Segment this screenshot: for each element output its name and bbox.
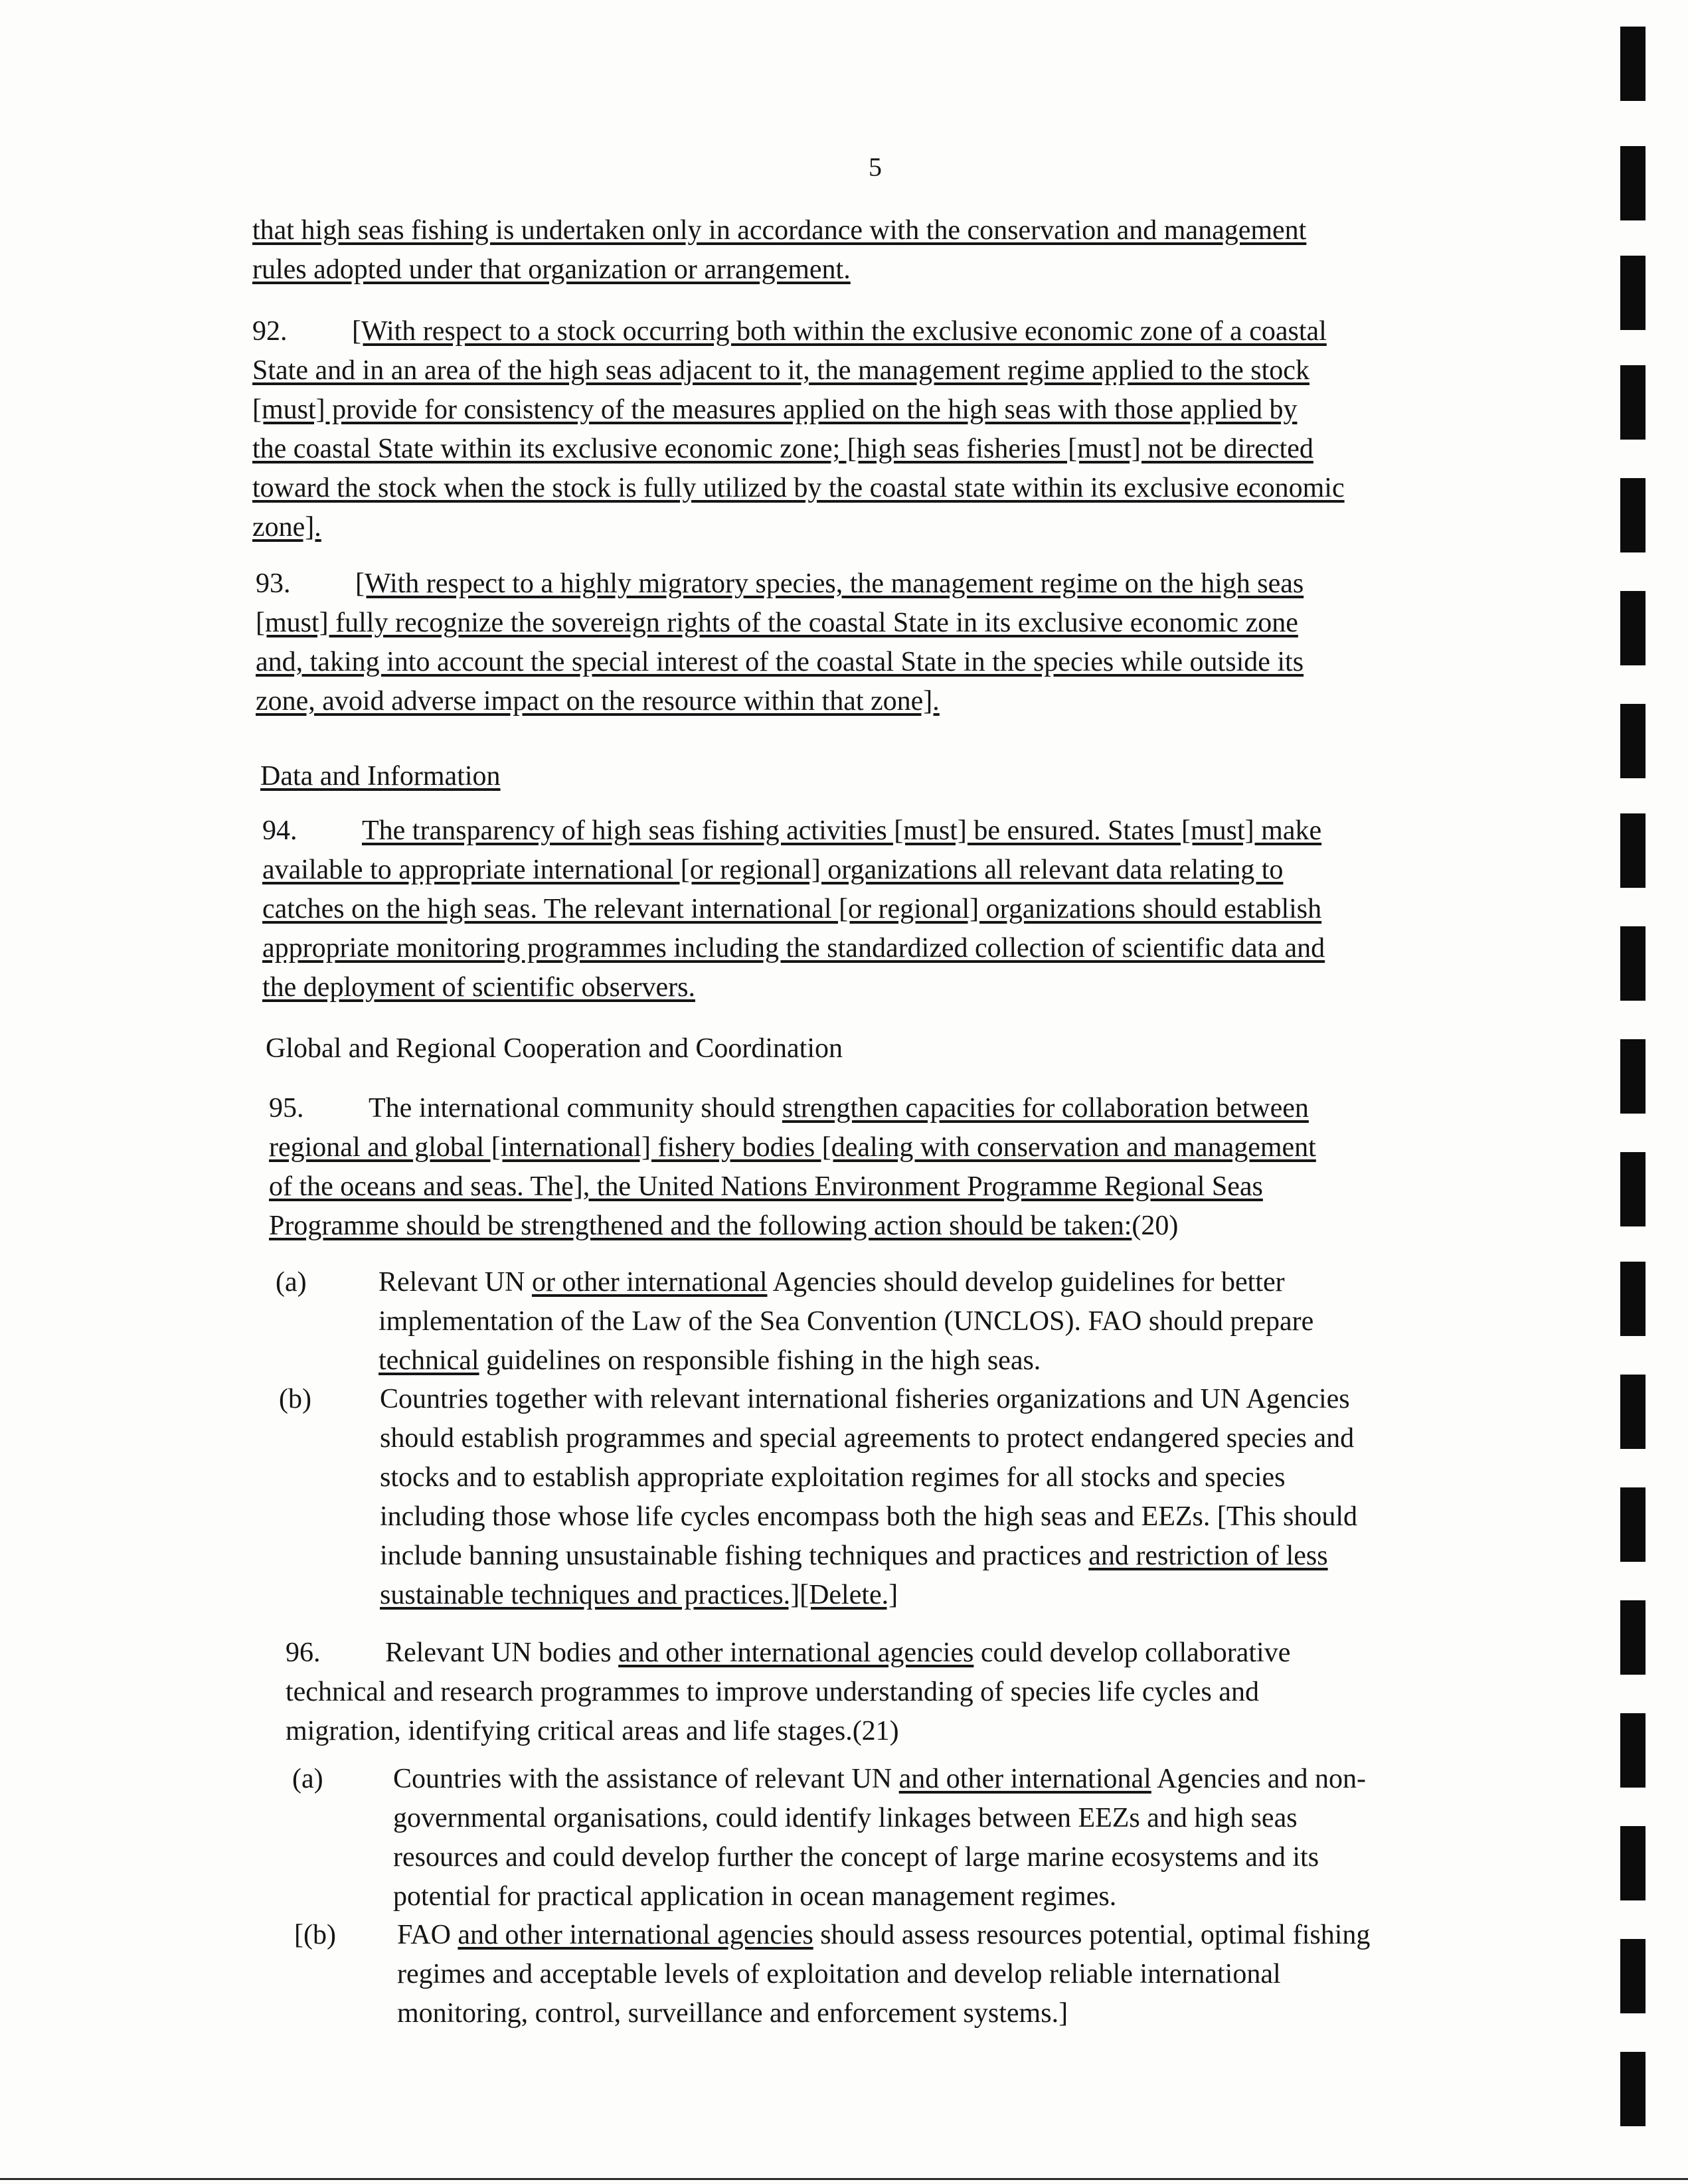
text-line: that high seas fishing is undertaken only in accordance with the conservation and management <box>252 215 1307 246</box>
text-line: technical and research programmes to improve understanding of species life cycles and <box>286 1677 1259 1707</box>
scan-edge-mark <box>1620 1487 1646 1562</box>
text-line: rules adopted under that organization or arrangement. <box>252 254 851 285</box>
scan-edge-mark <box>1620 591 1646 665</box>
text-line: appropriate monitoring programmes including the standardized collection of scientific data and <box>262 933 1325 964</box>
text-segment: and restriction of less <box>1088 1541 1328 1571</box>
scan-edge-mark <box>1620 704 1646 778</box>
text-line <box>380 1537 1534 1576</box>
text-line <box>269 1089 1527 1128</box>
scan-edge-mark <box>1620 1039 1646 1114</box>
text-segment: or other international <box>531 1267 768 1298</box>
text-line <box>262 811 1517 851</box>
section-heading-data-information: Data and Information <box>260 761 501 792</box>
text-line: should establish programmes and special agreements to protect endangered species and <box>380 1423 1355 1454</box>
scan-edge-mark <box>1620 1939 1646 2013</box>
list-text <box>397 1916 1549 2033</box>
paragraph-94 <box>262 811 1517 1007</box>
text-line: State and in an area of the high seas adjacent to it, the management regime applied to the stock <box>252 355 1309 386</box>
section-heading-global-cooperation: Global and Regional Cooperation and Coordination <box>266 1033 843 1064</box>
text-segment: Countries with the assistance of relevant UN <box>393 1764 899 1794</box>
paragraph-96 <box>286 1634 1541 1751</box>
text-line <box>269 1207 1527 1246</box>
paragraph-number: 96. <box>286 1638 321 1668</box>
list-item-95b <box>279 1380 1534 1619</box>
list-text <box>380 1380 1534 1615</box>
list-label: (a) <box>276 1267 307 1298</box>
text-segment: could develop collaborative <box>973 1638 1291 1668</box>
text-line <box>379 1263 1531 1302</box>
scan-edge-mark <box>1620 146 1646 220</box>
text-segment: and other international agencies <box>458 1920 813 1950</box>
text-line <box>379 1341 1531 1381</box>
text-line: implementation of the Law of the Sea Convention (UNCLOS). FAO should prepare <box>379 1306 1314 1337</box>
text-line: regional and global [international] fishery bodies [dealing with conservation and management <box>269 1132 1316 1163</box>
scan-edge-mark <box>1620 1375 1646 1449</box>
scan-edge-mark <box>1620 365 1646 440</box>
text-segment: [With respect to a highly migratory species, the management regime on the high seas <box>355 568 1304 599</box>
page-number: 5 <box>869 152 882 182</box>
text-segment: technical <box>379 1345 479 1376</box>
paragraph-number: 94. <box>262 815 297 846</box>
text-line: sustainable techniques and practices.][Delete.] <box>380 1580 898 1610</box>
text-line: the coastal State within its exclusive economic zone; [high seas fisheries [must] not be directed <box>252 434 1313 464</box>
text-line: governmental organisations, could identify linkages between EEZs and high seas <box>393 1803 1298 1833</box>
scan-edge-mark <box>1620 478 1646 552</box>
paragraph-93 <box>256 564 1511 721</box>
text-line: available to appropriate international [or regional] organizations all relevant data relating to <box>262 855 1284 885</box>
text-segment: Agencies and non- <box>1151 1764 1366 1794</box>
text-line: zone]. <box>252 512 321 543</box>
text-line: [must] provide for consistency of the measures applied on the high seas with those applied by <box>252 394 1298 425</box>
text-line: regimes and acceptable levels of exploitation and develop reliable international <box>397 1959 1281 1989</box>
text-line <box>256 564 1511 604</box>
text-segment: strengthen capacities for collaboration between <box>782 1093 1309 1124</box>
text-line: zone, avoid adverse impact on the resource within that zone]. <box>256 686 940 716</box>
text-segment: Programme should be strengthened and the following action should be taken: <box>269 1211 1132 1241</box>
text-segment: The transparency of high seas fishing activities [must] be ensured. States [must] make <box>362 815 1322 846</box>
scan-edge-mark <box>1620 1713 1646 1788</box>
text-line <box>286 1634 1541 1673</box>
text-line <box>397 1916 1549 1955</box>
text-segment: and other international agencies <box>618 1638 974 1668</box>
scan-edge-mark <box>1620 813 1646 888</box>
text-segment: Relevant UN bodies <box>385 1638 619 1668</box>
text-segment: and other international <box>898 1764 1151 1794</box>
scan-edge-mark <box>1620 1600 1646 1675</box>
paragraph-number: 95. <box>269 1093 304 1124</box>
intro-paragraph <box>252 211 1507 290</box>
text-line: potential for practical application in ocean management regimes. <box>393 1881 1117 1912</box>
paragraph-92 <box>252 312 1507 547</box>
text-line: [must] fully recognize the sovereign rights of the coastal State in its exclusive economic zone <box>256 608 1298 638</box>
text-segment: Agencies should develop guidelines for better <box>767 1267 1285 1298</box>
text-line <box>252 312 1507 351</box>
paragraph-number: 92. <box>252 316 288 347</box>
scan-edge-mark <box>1620 256 1646 330</box>
text-line <box>393 1760 1547 1799</box>
text-line: of the oceans and seas. The], the United Nations Environment Programme Regional Seas <box>269 1171 1263 1202</box>
list-item-96b <box>294 1916 1549 2035</box>
list-label: (b) <box>279 1384 311 1414</box>
paragraph-95 <box>269 1089 1527 1246</box>
text-segment: (20) <box>1132 1211 1179 1241</box>
text-line: monitoring, control, surveillance and enforcement systems.] <box>397 1998 1068 2029</box>
text-line: toward the stock when the stock is fully utilized by the coastal state within its exclusive economic <box>252 473 1345 503</box>
scan-edge-mark <box>1620 27 1646 101</box>
page-edge-line <box>0 2178 1688 2180</box>
text-line: the deployment of scientific observers. <box>262 972 695 1003</box>
text-line: and, taking into account the special interest of the coastal State in the species while outside its <box>256 647 1304 677</box>
scan-edge-mark <box>1620 1826 1646 1900</box>
scan-edge-mark <box>1620 926 1646 1001</box>
text-line: Countries together with relevant international fisheries organizations and UN Agencies <box>380 1384 1350 1414</box>
text-segment: The international community should <box>369 1093 782 1124</box>
text-line: catches on the high seas. The relevant international [or regional] organizations should establish <box>262 894 1322 924</box>
scan-edge-mark <box>1620 1152 1646 1226</box>
scan-edge-mark <box>1620 1262 1646 1336</box>
text-line: stocks and to establish appropriate exploitation regimes for all stocks and species <box>380 1462 1286 1493</box>
text-line: including those whose life cycles encompass both the high seas and EEZs. [This should <box>380 1501 1358 1532</box>
list-item-96a <box>292 1760 1547 1919</box>
list-text <box>379 1263 1531 1381</box>
scan-edge-mark <box>1620 2052 1646 2126</box>
text-segment: include banning unsustainable fishing techniques and practices <box>380 1541 1089 1571</box>
text-line: migration, identifying critical areas and life stages.(21) <box>286 1716 899 1746</box>
text-segment: guidelines on responsible fishing in the high seas. <box>479 1345 1041 1376</box>
paragraph-number: 93. <box>256 568 291 599</box>
text-segment: Relevant UN <box>379 1267 532 1298</box>
list-text <box>393 1760 1547 1916</box>
text-line: resources and could develop further the concept of large marine ecosystems and its <box>393 1842 1319 1873</box>
text-segment: should assess resources potential, optimal fishing <box>813 1920 1371 1950</box>
list-label: (a) <box>292 1764 323 1794</box>
text-segment: [With respect to a stock occurring both within the exclusive economic zone of a coastal <box>352 316 1327 347</box>
list-label: [(b) <box>294 1920 336 1950</box>
text-segment: FAO <box>397 1920 458 1950</box>
list-item-95a <box>276 1263 1531 1383</box>
